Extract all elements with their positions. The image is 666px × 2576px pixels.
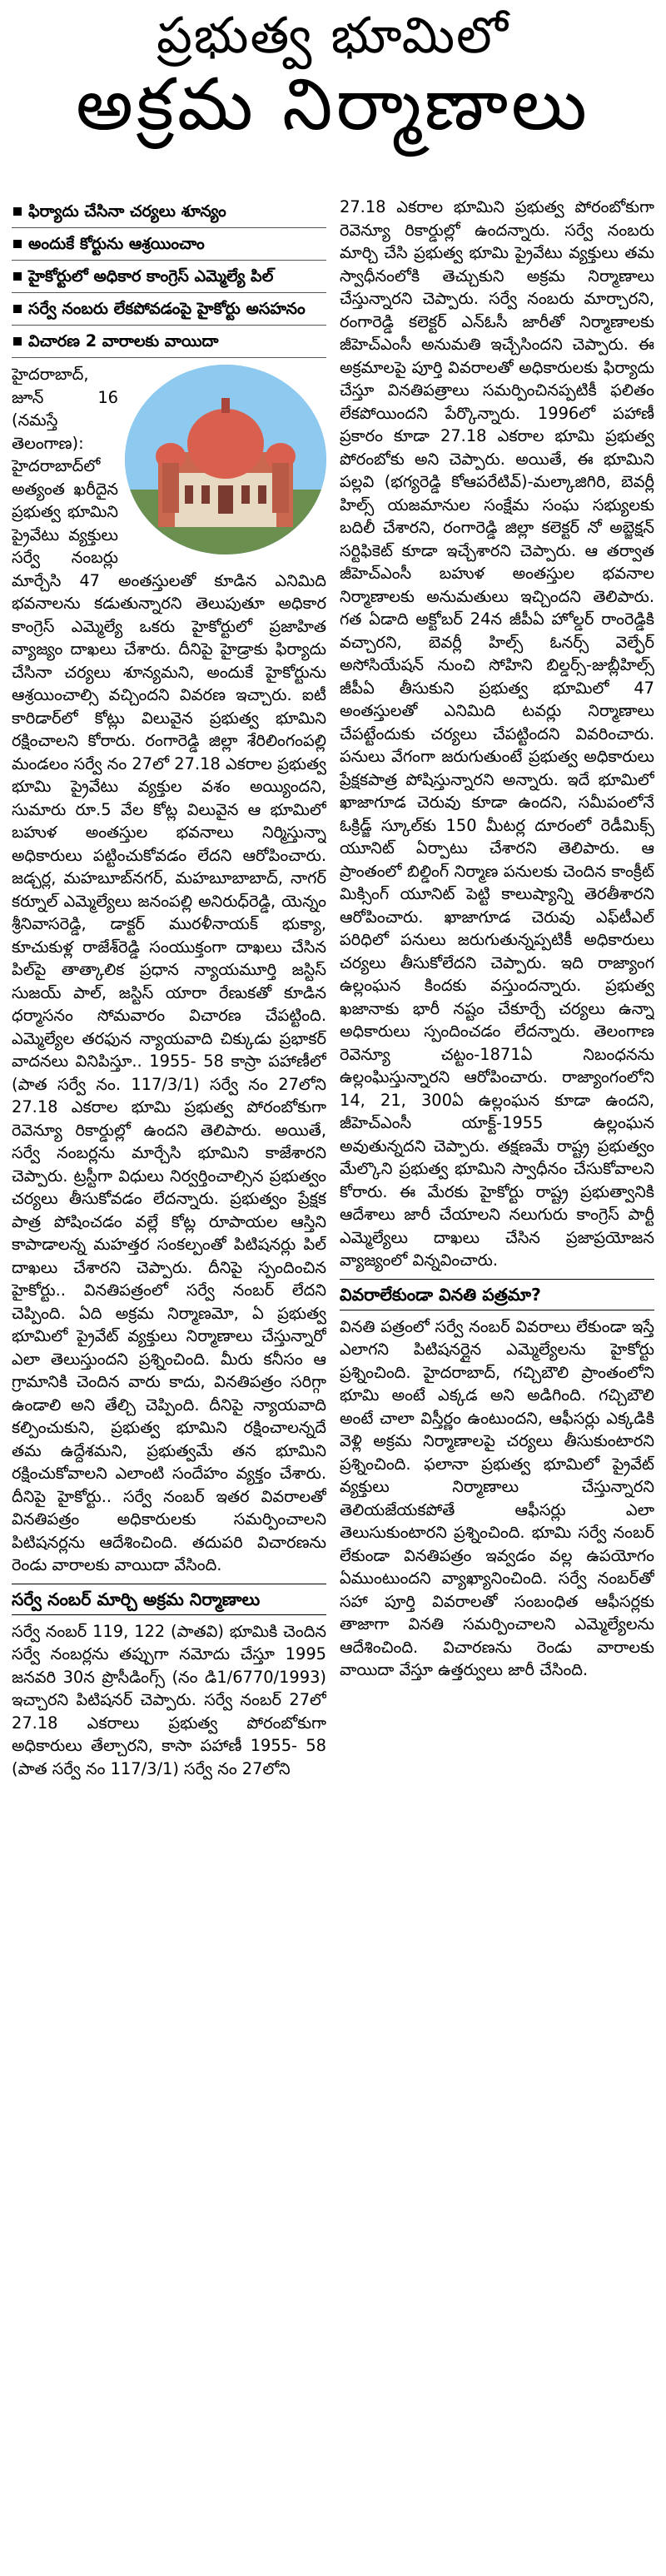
highlight-item: విచారణ 2 వారాలకు వాయిదా xyxy=(12,326,326,358)
column-2-paragraph-2: వినతి పత్రంలో సర్వే నంబర్‌ వివరాలు లేకుండా ఇస్తే ఎలాగని పిటిషనర్లైన ఎమ్మెల్యేలను హైకోర్టు ప్రశ్నించింది. హైదరాబాద్‌, గచ్చిబౌలి ప్రాంతంలోని భూమి అంటే ఎక్కడ అని అడిగింది. గచ్చిబౌలి అంటే చాలా విస్తీర్ణం ఉంటుందని, ఆఫీసర్లు ఎక్కడికి వెళ్లి అక్రమ నిర్మాణాలపై చర్యలు తీసుకుంటారని ప్రశ్నించింది. ఫలానా ప్రభుత్వ భూమిలో ప్రైవేట్‌ వ్యక్తులు నిర్మాణాలు చేస్తున్నారని తెలియజేయకపోతే ఆఫీసర్లు ఎలా తెలుసుకుంటారని ప్రశ్నించింది. భూమి సర్వే నంబర్‌ లేకుండా వినతిపత్రం ఇవ్వడం వల్ల ఉపయోగం ఏముంటుందని వ్యాఖ్యానించింది. సర్వే నంబర్‌తో సహా పూర్తి వివరాలతో సంబంధిత ఆఫీసర్లకు తాజాగా వినతి సమర్పించాలని ఎమ్మెల్యేలను ఆదేశించింది. విచారణను రెండు వారాలకు వాయిదా వేస్తూ ఉత్తర్వులు జారీ చేసింది. xyxy=(340,1316,654,1679)
lead-paragraph: హైదరాబాద్, జూన్ 16 (నమస్తే తెలంగాణ): హైదరాబాద్‌లో అత్యంత ఖరీదైన ప్రభుత్వ భూమిని ప్రైవేటు వ్యక్తులు సర్వే నంబర్లు మార్చేసి 47 అంతస్తులతో కూడిన ఎనిమిది భవనాలను కడుతున్నారని తెలుపుతూ అధికార కాంగ్రెస్‌ ఎమ్మెల్యే ఒకరు హైకోర్టులో ప్రజాహిత వ్యాజ్యం దాఖలు చేశారు. దీనిపై హైడ్రాకు ఫిర్యాదు చేసినా చర్యలు శూన్యమని, అందుకే హైకోర్టును ఆశ్రయించాల్సి వచ్చిందని వివరణ ఇచ్చారు. ఐటీ కారిడార్‌లో కోట్లు విలువైన ప్రభుత్వ భూమిని రక్షించాలని కోరారు. రంగారెడ్డి జిల్లా శేరిలింగంపల్లి మండలం సర్వే నం 27లో 27.18 ఎకరాల ప్రభుత్వ భూమి ప్రైవేటు వ్యక్తుల వశం అయ్యిందని, సుమారు రూ.5 వేల కోట్ల విలువైన ఆ భూమిలో బహుళ అంతస్తుల భవనాలు నిర్మిస్తున్నా అధికారులు పట్టించుకోవడం లేదని ఆరోపించారు. జడ్చర్ల, మహబూబ్‌నగర్‌, మహబూబాబాద్‌, నాగర్‌ కర్నూల్‌ ఎమ్మెల్యేలు జనంపల్లి అనిరుధ్‌రెడ్డి, యెన్నం శ్రీనివాసరెడ్డి, డాక్టర్‌ మురళీనాయక్‌ భుక్యా, కూచుకుళ్ల రాజేశ్‌రెడ్డి సంయుక్తంగా దాఖలు చేసిన పిల్‌పై తాత్కాలిక ప్రధాన న్యాయమూర్తి జస్టిస్‌ సుజయ్‌ పాల్‌, జస్టిస్‌ యారా రేణుకతో కూడిన ధర్మాసనం సోమవారం విచారణ చేపట్టింది. ఎమ్మెల్యేల తరఫున న్యాయవాది చిక్కుడు ప్రభాకర్‌ వాదనలు వినిపిస్తూ.. 1955- 58 కాస్రా పహాణీలో (పాత సర్వే నం. 117/3/1) సర్వే నం 27లోని 27.18 ఎకరాల భూమి ప్రభుత్వ పోరంబోకుగా రెవెన్యూ రికార్డుల్లో ఉందని తెలిపారు. అయితే, సర్వే నంబర్లను మార్చేసి భూమిని కాజేశారని చెప్పారు. ట్రస్టీగా విధులు నిర్వర్తించాల్సిన ప్రభుత్వం చర్యలు తీసుకోవడం లేదన్నారు. ప్రభుత్వం ప్రేక్షక పాత్ర పోషించడం వల్లే కోట్ల రూపాయల ఆస్తిని కాపాడాలన్న మహత్తర సంకల్పంతో పిటిషనర్లు పిల్‌ దాఖలు చేశారని చెప్పారు. దీనిపై స్పందించిన హైకోర్టు.. వినతిపత్రంలో సర్వే నంబర్‌ లేదని చెప్పింది. ఏది అక్రమ నిర్మాణమో, ఏ ప్రభుత్వ భూమిలో ప్రైవేట్‌ వ్యక్తులు నిర్మాణాలు చేస్తున్నారో ఎలా తెలుస్తుందని ప్రశ్నించింది. మీరు కనీసం ఆ గ్రామానికి చెందిన వారు కాదు, వినతిపత్రం సరిగ్గా ఉండాలి అని తేల్చి చెప్పింది. దీనిపై న్యాయవాది కల్పించుకుని, ప్రభుత్వ భూమిని రక్షించాలన్నదే తమ ఉద్దేశమని, ప్రభుత్వమే తన భూమిని రక్షించుకోవాలని ఎలాంటి సందేహం వ్యక్తం చేశారు. దీనిపై హైకోర్టు.. సర్వే నంబర్‌ ఇతర వివరాలతో వినతిపత్రం అధికారులకు సమర్పించాలని పిటిషనర్లను ఆదేశించింది. తదుపరి విచారణను రెండు వారాలకు వాయిదా వేసింది. xyxy=(12,365,326,1574)
column-1 xyxy=(12,196,326,2569)
highlight-item: అందుకే కోర్టును ఆశ్రయించాం xyxy=(12,228,326,261)
high-court-icon xyxy=(125,365,326,554)
highlight-item: సర్వే నంబరు లేకపోవడంపై హైకోర్టు అసహనం xyxy=(12,293,326,326)
article-columns xyxy=(12,196,654,2569)
column-1-tail-paragraph: సర్వే నంబర్‌ 119, 122 (పాతవి) భూమికి చెందిన సర్వే నంబర్లను తప్పుగా నమోదు చేస్తూ 1995 జనవరి 30న ప్రొసీడింగ్స్‌ (నం డి1/6770/1993) ఇచ్చారని పిటిషనర్‌ చెప్పారు. సర్వే నంబర్‌ 27లో 27.18 ఎకరాలు ప్రభుత్వ పోరంబోకుగా అధికారులు తేల్చారని, కాసా పహాణీ 1955- 58 (పాత సర్వే నం 117/3/1) సర్వే నం 27లోని xyxy=(12,1621,326,1778)
subheading-survey-number: సర్వే నంబర్‌ మార్చి అక్రమ నిర్మాణాలు xyxy=(12,1584,326,1615)
column-2 xyxy=(340,196,654,2569)
highlight-item: ఫిర్యాదు చేసినా చర్యలు శూన్యం xyxy=(12,196,326,228)
highlights-list xyxy=(12,196,326,358)
headline-line-2: అక్రమ నిర్మాణాలు xyxy=(76,63,590,147)
column-2-paragraph-1: 27.18 ఎకరాల భూమిని ప్రభుత్వ పోరంబోకుగా రెవెన్యూ రికార్డుల్లో ఉందన్నారు. సర్వే నంబరు మార్చి చేసి ప్రభుత్వ భూమి ప్రైవేటు వ్యక్తులు తమ స్వాధీనంలోకి తెచ్చుకుని అక్రమ నిర్మాణాలు చేస్తున్నారని చెప్పారు. సర్వే నంబరు మార్చారని, రంగారెడ్డి కలెక్టర్‌ ఎన్‌ఓసీ జారీతో నిర్మాణాలకు జీహెచ్‌ఎంసీ అనుమతి ఇచ్చేసిందని చెప్పారు. ఈ అక్రమాలపై పూర్తి వివరాలతో అధికారులకు ఫిర్యాదు చేస్తూ వినతిపత్రాలు సమర్పించినప్పటికీ ఫలితం లేకపోయిందని పేర్కొన్నారు. 1996లో పహాణీ ప్రకారం కూడా 27.18 ఎకరాల భూమి ప్రభుత్వ పోరంబోకు అని చెప్పారు. అయితే, ఈ భూమిని పల్లవి (భగ్యరెడ్డి కోఆపరేటివ్‌)-మల్కాజిగిరి, బెవర్లీ హిల్స్‌ యజమానుల సంక్షేమ సంఘ సభ్యులకు బదిలీ చేశారని, రంగారెడ్డి జిల్లా కలెక్టర్‌ నో అబ్జెక్షన్‌ సర్టిఫికెట్‌ కూడా ఇచ్చేశారని చెప్పారు. ఆ తర్వాత జీహెచ్‌ఎంసీ బహుళ అంతస్తుల భవనాల నిర్మాణాలకు అనుమతులు ఇచ్చిందని తెలిపారు. గత ఏడాది అక్టోబర్‌ 24న జీపీఏ హోల్డర్‌ రాంరెడ్డికి వచ్చారని, బెవర్లీ హిల్స్‌ ఓనర్స్‌ వెల్ఫేర్‌ అసోసియేషన్‌ నుంచి సోహిని బిల్డర్స్‌-జుబ్లీహిల్స్‌ జీపీఏ తీసుకుని ప్రభుత్వ భూమిలో 47 అంతస్తులతో ఎనిమిది టవర్లు నిర్మాణాలు చేపట్టేందుకు చర్యలు చేపట్టిందని వివరించారు. పనులు వేగంగా జరుగుతుంటే ప్రభుత్వ అధికారులు ప్రేక్షకపాత్ర పోషిస్తున్నారని అన్నారు. ఇదే భూమిలో ఖాజాగూడ చెరువు కూడా ఉందని, సమీపంలోనే ఓక్రిడ్జ్‌ స్కూల్‌కు 150 మీటర్ల దూరంలో రెడీమిక్స్‌ యూనిట్‌ ఏర్పాటు చేశారని తెలిపారు. ఆ ప్రాంతంలో బిల్డింగ్‌ నిర్మాణ పనులకు చెందిన కాంక్రీట్‌ మిక్సింగ్‌ యూనిట్‌ పెట్టి కాలుష్యాన్ని తెరతీశారని ఆరోపించారు. ఖాజాగూడ చెరువు ఎఫ్‌టీఎల్‌ పరిధిలో పనులు జరుగుతున్నప్పటికీ అధికారులు చర్యలు తీసుకోలేదని చెప్పారు. ఇది రాజ్యాంగ ఉల్లంఘన కిందకు వస్తుందన్నారు. ప్రభుత్వ ఖజానాకు భారీ నష్టం చేకూర్చే చర్యలు ఉన్నా అధికారులు స్పందించడం లేదన్నారు. తెలంగాణ రెవెన్యూ చట్టం-1871ఏ నిబంధనను ఉల్లంఘిస్తున్నారని ఆరోపించారు. రాజ్యాంగంలోని 14, 21, 300ఏ ఉల్లంఘన కూడా ఉందని, జీహెచ్‌ఎంసీ యాక్ట్‌-1955 ఉల్లంఘన అవుతున్నదని చెప్పారు. తక్షణమే రాష్ట్ర ప్రభుత్వం మేల్కొని ప్రభుత్వ భూమిని స్వాధీనం చేసుకోవాలని కోరారు. ఈ మేరకు హైకోర్టు రాష్ట్ర ప్రభుత్వానికి ఆదేశాలు జారీ చేయాలని నలుగురు కాంగ్రెస్‌ పార్టీ ఎమ్మెల్యేలు దాఖలు చేసిన ప్రజాప్రయోజన వ్యాజ్యంలో విన్నవించారు. xyxy=(340,197,654,1270)
high-court-building-photo xyxy=(125,365,326,554)
lead-block xyxy=(12,363,326,1577)
headline-line-1: ప్రభుత్వ భూమిలో xyxy=(157,7,509,65)
subheading-petition-details: వివరాలేకుండా వినతి పత్రమా? xyxy=(340,1279,654,1310)
highlight-item: హైకోర్టులో అధికార కాంగ్రెస్‌ ఎమ్మెల్యే పిల్‌ xyxy=(12,261,326,293)
